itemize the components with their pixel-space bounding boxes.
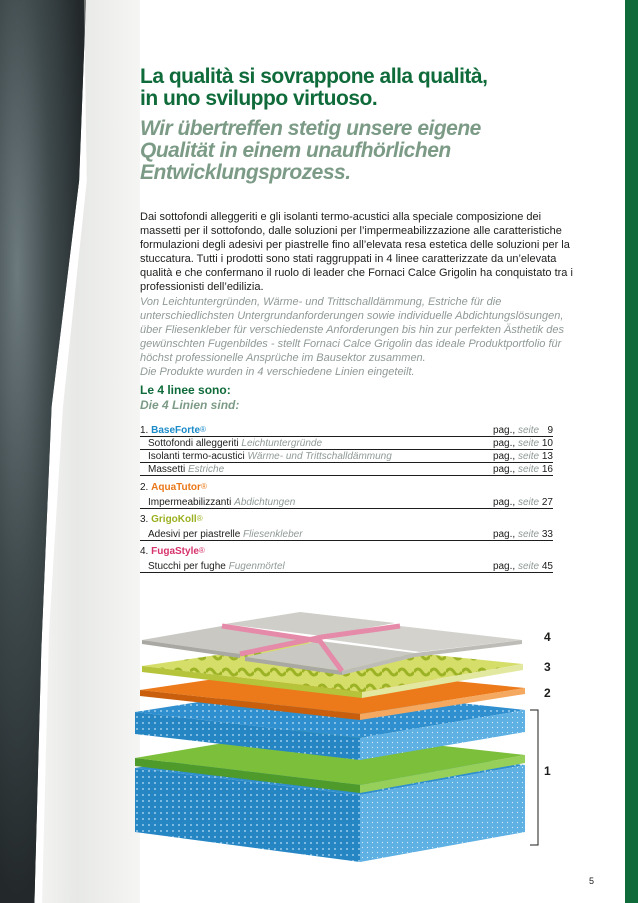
body-line: massetti per il sottofondo, dalle soluzioni per l’impermeabilizzazione alle caratteristiche	[140, 225, 562, 237]
item-de: Wärme- und Trittschalldämmung	[247, 451, 392, 462]
line-3-title	[140, 514, 555, 527]
body-line: Von Leichtuntergründen, Wärme- und Trittschalldämmung, Estriche für die	[140, 296, 502, 308]
line-2-item-1[interactable]	[140, 496, 553, 509]
headline-de	[140, 118, 481, 184]
headline-de-line: Entwicklungsprozess.	[140, 161, 351, 184]
item-label	[148, 438, 322, 449]
floor-layers-illustration	[110, 600, 540, 870]
body-line: über Fliesenkleber für verschiedenste Anforderungen bis hin zur perfekten Ästhetik des	[140, 324, 564, 336]
page-number-ref: 9	[547, 425, 553, 436]
page-label-de: seite	[517, 561, 540, 572]
body-line: Dai sottofondi alleggeriti e gli isolanti termo-acustici alla speciale composizione dei	[140, 211, 542, 223]
item-it: Impermeabilizzanti	[148, 497, 232, 508]
item-label	[148, 451, 392, 462]
layer-1-bracket	[530, 710, 538, 845]
item-it: Massetti	[148, 464, 186, 475]
body-line: höchst professionelle Ansprüche im Bausektor zusammen.	[140, 352, 426, 364]
layer-number-2: 2	[544, 686, 551, 700]
line-name: AquaTutor	[151, 482, 201, 493]
page-ref: pag., seite 45	[492, 561, 553, 572]
registered-mark: ®	[200, 425, 206, 434]
item-label	[148, 561, 285, 572]
page-label-it: pag.	[492, 438, 513, 449]
body-line: stuccatura. Tutti i prodotti sono stati raggruppati in 4 linee caratterizzate da un’elevata	[140, 253, 557, 265]
line-1-row[interactable]	[140, 424, 553, 437]
page-number-ref: 27	[541, 497, 553, 508]
line-2-title	[140, 482, 555, 495]
line-name: FugaStyle	[151, 546, 199, 557]
page-label-de: seite	[517, 451, 540, 462]
green-edge-strip	[625, 0, 638, 903]
body-line: professionisti dell’edilizia.	[140, 281, 264, 293]
item-de: Fugenmörtel	[228, 561, 285, 572]
registered-mark: ®	[198, 546, 205, 555]
line-1-title	[140, 425, 206, 436]
page-number-ref: 13	[541, 451, 553, 462]
page-number-ref: 33	[541, 529, 553, 540]
item-de: Leichtuntergründe	[241, 438, 323, 449]
page-label-de: seite	[517, 464, 540, 475]
body-de	[140, 295, 564, 379]
body-line: Die Produkte wurden in 4 verschiedene Linien eingeteilt.	[140, 366, 415, 378]
page-label-it: pag.	[492, 451, 513, 462]
body-line: unterschiedlichsten Untergrundanforderungen sowie individuelle Abdichtungslösungen,	[140, 310, 564, 322]
headline-de-line: Wir übertreffen stetig unsere eigene	[140, 117, 481, 140]
line-number: 1.	[140, 425, 149, 436]
item-it: Sottofondi alleggeriti	[148, 438, 239, 449]
item-label	[148, 464, 224, 475]
line-number: 3.	[140, 514, 149, 525]
lines-heading-de: Die 4 Linien sind:	[140, 398, 240, 412]
page-label-it: pag.	[492, 425, 513, 436]
line-4-title	[140, 546, 555, 559]
line-3-item-1[interactable]	[140, 528, 553, 541]
page-label-de: seite	[517, 529, 540, 540]
registered-mark: ®	[200, 482, 207, 491]
line-name: BaseForte	[151, 425, 201, 436]
page-number-ref: 45	[541, 561, 553, 572]
line-name: GrigoKoll	[151, 514, 197, 525]
line-1-item-3[interactable]	[140, 463, 553, 476]
headline-de-line: Qualität in einem unaufhörlichen	[140, 139, 451, 162]
page-label-de: seite	[517, 425, 540, 436]
page-label-it: pag.	[492, 561, 513, 572]
line-number: 4.	[140, 546, 149, 557]
item-label	[148, 497, 295, 508]
lines-heading-it: Le 4 linee sono:	[140, 383, 231, 397]
body-line: formulazioni degli adesivi per piastrelle fino all’elevata resa estetica delle soluzioni per la	[140, 239, 570, 251]
line-1-item-2[interactable]	[140, 450, 553, 463]
item-label	[148, 529, 303, 540]
item-it: Stucchi per fughe	[148, 561, 226, 572]
page-number: 5	[589, 876, 595, 886]
item-de: Estriche	[188, 464, 225, 475]
page-ref: pag., seite 9	[492, 425, 553, 436]
page-ref: pag., seite 33	[492, 529, 553, 540]
page-label-de: seite	[517, 497, 540, 508]
item-it: Adesivi per piastrelle	[148, 529, 241, 540]
page-ref: pag., seite 16	[492, 464, 553, 475]
item-de: Abdichtungen	[234, 497, 296, 508]
body-line: qualità e che confermano il ruolo di leader che Fornaci Calce Grigolin ha conquistato tra i	[140, 267, 573, 279]
headline-it-line: La qualità si sovrappone alla qualità,	[140, 65, 488, 88]
page-label-de: seite	[517, 438, 540, 449]
line-1-item-1[interactable]	[140, 437, 553, 450]
page-ref: pag., seite 13	[492, 451, 553, 462]
item-it: Isolanti termo-acustici	[148, 451, 245, 462]
page-label-it: pag.	[492, 529, 513, 540]
headline-it	[140, 66, 487, 110]
page-number-ref: 16	[541, 464, 553, 475]
body-it	[140, 210, 573, 294]
page-number-ref: 10	[541, 438, 553, 449]
layer-number-4: 4	[544, 630, 551, 644]
body-line: gewünschten Fugenbildes - stellt Fornaci Calce Grigolin das ideale Produktportfolio für	[140, 338, 562, 350]
line-number: 2.	[140, 482, 149, 493]
layer-number-3: 3	[544, 660, 551, 674]
line-4-item-1[interactable]	[140, 560, 553, 573]
registered-mark: ®	[196, 514, 203, 523]
layer-number-1: 1	[544, 764, 551, 778]
page-ref: pag., seite 10	[492, 438, 553, 449]
page-label-it: pag.	[492, 464, 513, 475]
headline-it-line: in uno sviluppo virtuoso.	[140, 87, 378, 110]
page-label-it: pag.	[492, 497, 513, 508]
page-ref: pag., seite 27	[492, 497, 553, 508]
item-de: Fliesenkleber	[243, 529, 303, 540]
